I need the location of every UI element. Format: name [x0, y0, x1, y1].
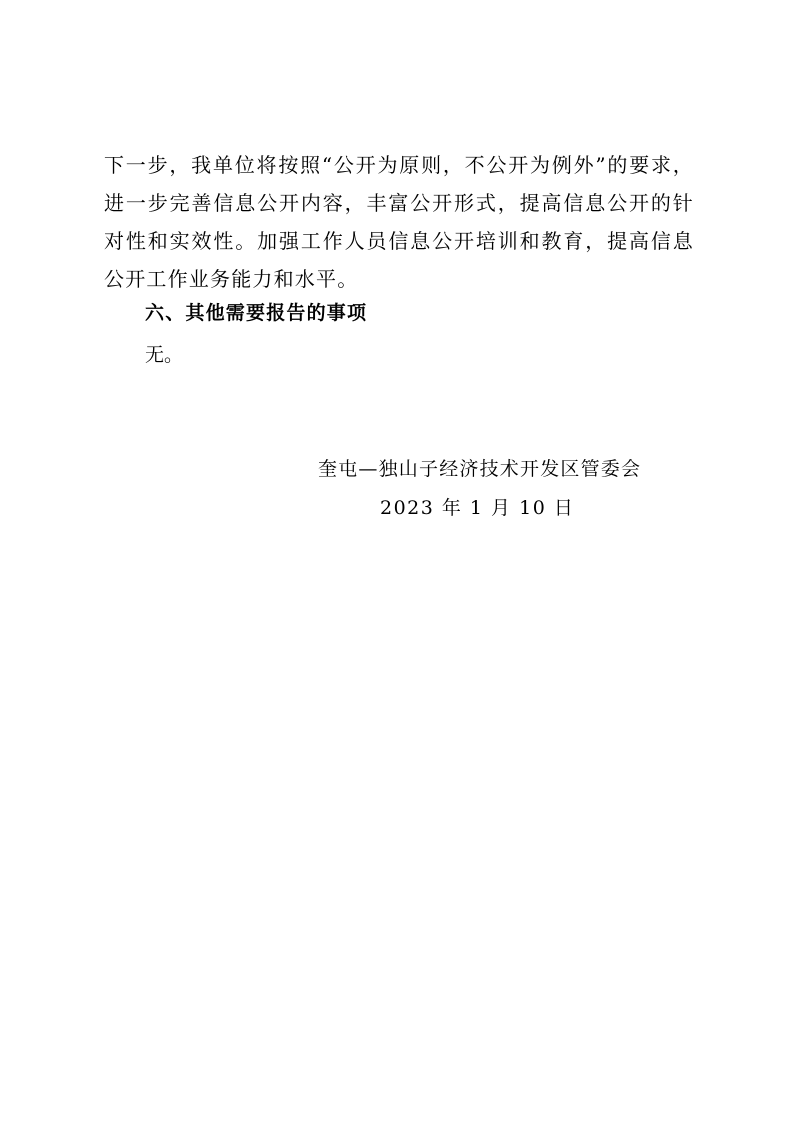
body-paragraph: 下一步，我单位将按照“公开为原则，不公开为例外”的要求，进一步完善信息公开内容，丰富公开形式，提高信息公开的针对性和实效性。加强工作人员信息公开培训和教育，提高信息公开工作业务能力和水平。	[104, 153, 694, 291]
signature-date: 2023 年 1 月 10 日	[380, 497, 575, 519]
signature-organization: 奎屯—独山子经济技术开发区管委会	[318, 458, 642, 480]
section-body: 无。	[145, 344, 184, 366]
section-heading: 六、其他需要报告的事项	[145, 302, 368, 324]
